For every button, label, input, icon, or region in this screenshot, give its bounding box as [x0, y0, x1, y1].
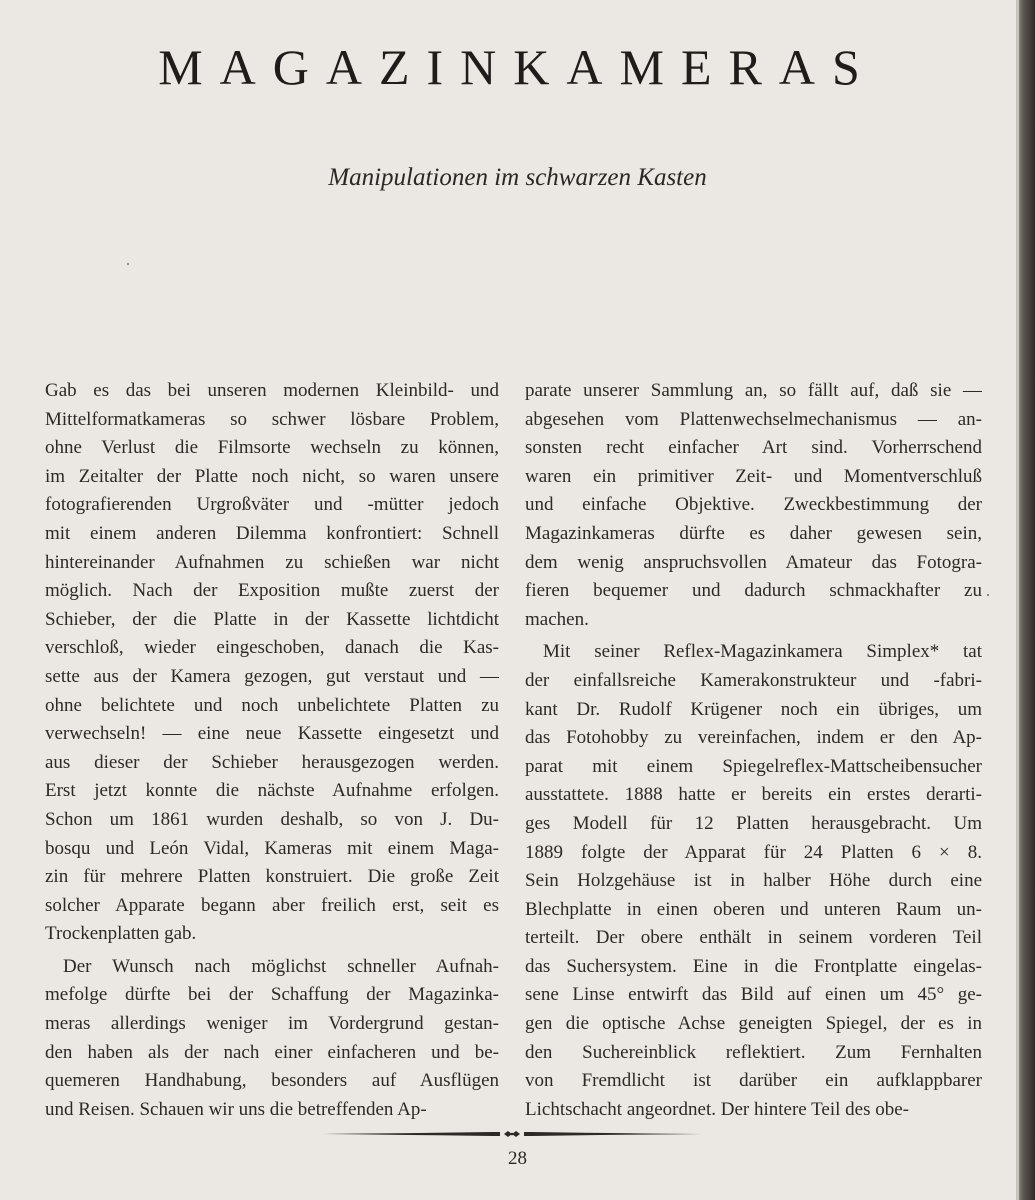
text-line: Der Wunsch nach möglichst schneller Aufnah- [63, 955, 499, 977]
text-line: ges Modell für 12 Platten herausgebracht. Um [525, 812, 982, 834]
paper-speck [127, 263, 129, 265]
left-text-column [45, 377, 499, 1124]
text-line: Mittelformatkameras so schwer lösbare Problem, [45, 408, 499, 430]
text-line: verwechseln! — eine neue Kassette eingesetzt und [45, 723, 499, 745]
text-line: Magazinkameras dürfte es daher gewesen sein, [525, 522, 982, 544]
text-line: mit einem anderen Dilemma konfrontiert: Schnell [45, 522, 499, 544]
page-number: 28 [508, 1148, 527, 1169]
book-spine-edge [1016, 0, 1035, 1200]
text-line: terteilt. Der obere enthält in seinem vorderen Teil [525, 927, 982, 949]
text-line: abgesehen vom Plattenwechselmechanismus — an- [525, 408, 982, 430]
text-line: Schon um 1861 wurden deshalb, so von J. Du- [45, 808, 499, 830]
text-line: ohne Verlust die Filmsorte wechseln zu können, [45, 437, 499, 459]
text-line: bosqu und León Vidal, Kameras mit einem Maga- [45, 837, 499, 859]
text-line: Erst jetzt konnte die nächste Aufnahme erfolgen. [45, 780, 499, 802]
text-line: fotografierenden Urgroßväter und -mütter jedoch [45, 494, 499, 516]
text-line: möglich. Nach der Exposition mußte zuerst der [45, 580, 499, 602]
chapter-title: MAGAZINKAMERAS [158, 39, 877, 95]
text-line: meras allerdings weniger im Vordergrund gestan- [45, 1013, 499, 1035]
ornament-divider [322, 1127, 702, 1141]
text-line: Schieber, der die Platte in der Kassette lichtdicht [45, 608, 499, 630]
text-line: aus dieser der Schieber herausgezogen werden. [45, 751, 499, 773]
text-line: fieren bequemer und dadurch schmackhafter zu [525, 580, 982, 602]
right-text-column [525, 377, 982, 1124]
text-line: 1889 folgte der Apparat für 24 Platten 6 × 8. [525, 841, 982, 863]
text-line: quemeren Handhabung, besonders auf Ausflügen [45, 1070, 499, 1092]
text-line: den Suchereinblick reflektiert. Zum Fernhalten [525, 1041, 982, 1063]
chapter-subtitle: Manipulationen im schwarzen Kasten [328, 164, 707, 191]
text-line: hintereinander Aufnahmen zu schießen war nicht [45, 551, 499, 573]
text-line: den haben als der nach einer einfacheren und be- [45, 1041, 499, 1063]
paper-speck [987, 594, 989, 596]
text-line: Mit seiner Reflex-Magazinkamera Simplex* tat [543, 641, 982, 663]
text-line: Lichtschacht angeordnet. Der hintere Teil des obe- [525, 1098, 909, 1120]
text-line: parat mit einem Spiegelreflex-Mattscheibensucher [525, 755, 982, 777]
text-line: ausstattete. 1888 hatte er bereits ein erstes derarti- [525, 784, 982, 806]
text-line: und einfache Objektive. Zweckbestimmung der [525, 494, 982, 516]
text-line: mefolge dürfte bei der Schaffung der Magazinka- [45, 984, 499, 1006]
text-line: Trockenplatten gab. [45, 923, 197, 945]
text-line: im Zeitalter der Platte noch nicht, so waren unsere [45, 465, 499, 487]
text-line: Blechplatte in einen oberen und unteren Raum un- [525, 898, 982, 920]
text-line: der einfallsreiche Kamerakonstrukteur und -fabri- [525, 669, 982, 691]
text-line: gen die optische Achse geneigten Spiegel, der es in [525, 1013, 982, 1035]
text-line: von Fremdlicht ist darüber ein aufklappbarer [525, 1070, 982, 1092]
text-line: sonsten recht einfacher Art sind. Vorherrschend [525, 437, 982, 459]
text-line: waren ein primitiver Zeit- und Momentverschluß [525, 465, 982, 487]
text-line: machen. [525, 608, 589, 630]
text-line: verschloß, wieder eingeschoben, danach die Kas- [45, 637, 499, 659]
text-line: sene Linse entwirft das Bild auf einen um 45° ge- [525, 984, 982, 1006]
text-line: Sein Holzgehäuse ist in halber Höhe durch eine [525, 870, 982, 892]
text-line: sette aus der Kamera gezogen, gut verstaut und — [45, 665, 499, 687]
text-line: ohne belichtete und noch unbelichtete Platten zu [45, 694, 499, 716]
text-line: kant Dr. Rudolf Krügener noch ein übriges, um [525, 698, 982, 720]
text-line: Gab es das bei unseren modernen Kleinbild- und [45, 380, 499, 401]
text-line: das Suchersystem. Eine in die Frontplatte eingelas- [525, 955, 982, 977]
text-line: parate unserer Sammlung an, so fällt auf, daß sie — [525, 380, 982, 401]
text-line: dem wenig anspruchsvollen Amateur das Fotogra- [525, 551, 982, 573]
text-line: zin für mehrere Platten konstruiert. Die große Zeit [45, 866, 499, 888]
text-line: das Fotohobby zu vereinfachen, indem er den Ap- [525, 727, 982, 749]
text-line: solcher Apparate begann aber freilich erst, seit es [45, 894, 499, 916]
text-line: und Reisen. Schauen wir uns die betreffenden Ap- [45, 1098, 427, 1120]
